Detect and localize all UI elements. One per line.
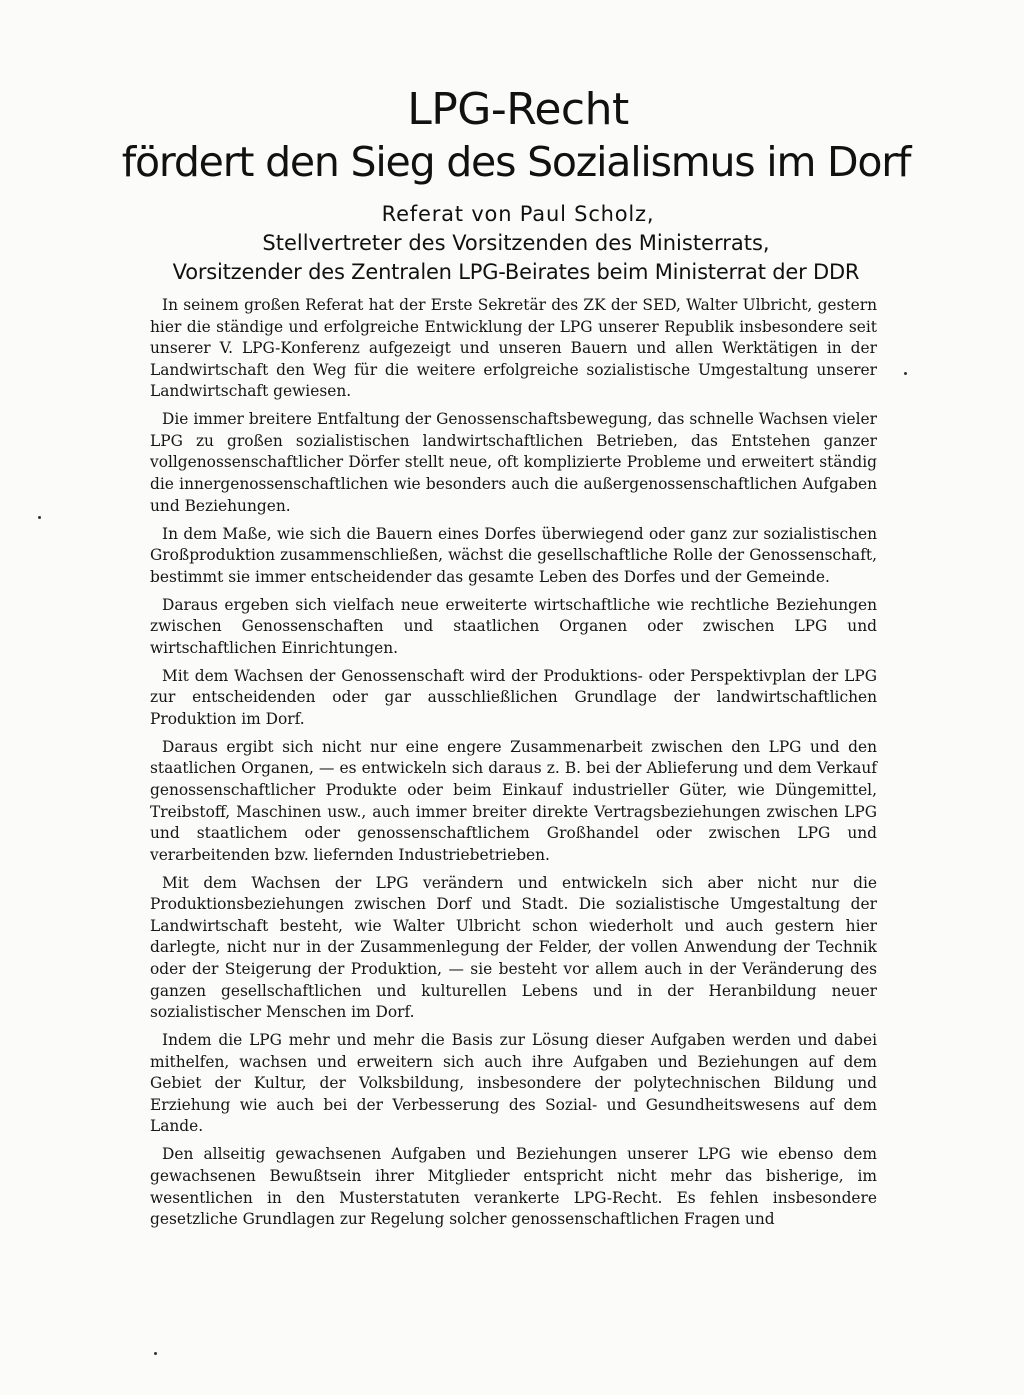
article-body	[150, 295, 877, 1237]
title-line-2: fördert den Sieg des Sozialismus im Dorf	[121, 138, 911, 186]
paragraph: Indem die LPG mehr und mehr die Basis zur Lösung dieser Aufgaben werden und dabei mithelfen, wachsen und erweitern sich auch ihre Aufgaben und Beziehungen auf dem Gebiet der Kultur, der Volksbildung, insbesondere der polytechnischen Bildung und Erziehung wie auch bei der Verbesserung des Sozial- und Gesundheitswesens auf dem Lande.	[150, 1031, 877, 1136]
scan-speck	[38, 516, 41, 519]
scan-speck	[154, 1352, 157, 1355]
paragraph: Den allseitig gewachsenen Aufgaben und Beziehungen unserer LPG wie ebenso dem gewachsenen Bewußtsein ihrer Mitglieder entspricht nicht mehr das bisherige, im wesentlichen in den Musterstatuten verankerte LPG-Recht. Es fehlen insbesondere gesetzliche Grundlagen zur Regelung solcher genossenschaftlichen Fragen und	[150, 1145, 877, 1229]
paragraph: Daraus ergeben sich vielfach neue erweiterte wirtschaftliche wie rechtliche Beziehungen zwischen Genossenschaften und staatlichen Organen oder zwischen LPG und wirtschaftlichen Einrichtungen.	[150, 595, 877, 657]
paragraph: Daraus ergibt sich nicht nur eine engere Zusammenarbeit zwischen den LPG und den staatlichen Organen, — es entwickeln sich daraus z. B. bei der Ablieferung und dem Verkauf genossenschaftlicher Produkte oder beim Einkauf industrieller Güter, wie Düngemittel, Treibstoff, Maschinen usw., auch immer breiter direkte Vertragsbeziehungen zwischen LPG und staatlichem oder genossenschaftlichem Großhandel oder zwischen LPG und verarbeitenden bzw. liefernden Industriebetrieben.	[150, 737, 877, 864]
subtitle-position-2: Vorsitzender des Zentralen LPG-Beirates beim Ministerrat der DDR	[172, 260, 860, 284]
paragraph: Die immer breitere Entfaltung der Genossenschaftsbewegung, das schnelle Wachsen vieler LPG zu großen sozialistischen landwirtschaftlichen Betrieben, das Entstehen ganzer vollgenossenschaftlicher Dörfer stellt neue, oft komplizierte Probleme und erweitert ständig die innergenossenschaftlichen wie besonders auch die außergenossenschaftlichen Aufgaben und Beziehungen.	[150, 410, 877, 515]
scan-speck	[904, 372, 907, 375]
paragraph: Mit dem Wachsen der LPG verändern und entwickeln sich aber nicht nur die Produktionsbeziehungen zwischen Dorf und Stadt. Die sozialistische Umgestaltung der Landwirtschaft besteht, wie Walter Ulbricht schon wiederholt und auch gestern hier darlegte, nicht nur in der Zusammenlegung der Felder, der vollen Anwendung der Technik oder der Steigerung der Produktion, — sie besteht vor allem auch in der Veränderung des ganzen gesellschaftlichen und kulturellen Lebens und in der Heranbildung neuer sozialistischer Menschen im Dorf.	[150, 873, 877, 1022]
subtitle-position-1: Stellvertreter des Vorsitzenden des Ministerrats,	[262, 231, 770, 255]
paragraph: In dem Maße, wie sich die Bauern eines Dorfes überwiegend oder ganz zur sozialistischen Großproduktion zusammenschließen, wächst die gesellschaftliche Rolle der Genossenschaft, bestimmt sie immer entscheidender das gesamte Leben des Dorfes und der Gemeinde.	[150, 524, 877, 586]
title-line-1: LPG-Recht	[407, 84, 629, 135]
paragraph: In seinem großen Referat hat der Erste Sekretär des ZK der SED, Walter Ulbricht, gestern hier die ständige und erfolgreiche Entwicklung der LPG unserer Republik insbesondere seit unserer V. LPG-Konferenz aufgezeigt und unseren Bauern und allen Werktätigen in der Landwirtschaft den Weg für die weitere erfolgreiche sozialistische Umgestaltung unserer Landwirtschaft gewiesen.	[150, 296, 877, 401]
paragraph: Mit dem Wachsen der Genossenschaft wird der Produktions- oder Perspektivplan der LPG zur entscheidenden oder gar ausschließlichen Grundlage der landwirtschaftlichen Produktion im Dorf.	[150, 666, 877, 728]
subtitle-author: Referat von Paul Scholz,	[381, 202, 655, 226]
